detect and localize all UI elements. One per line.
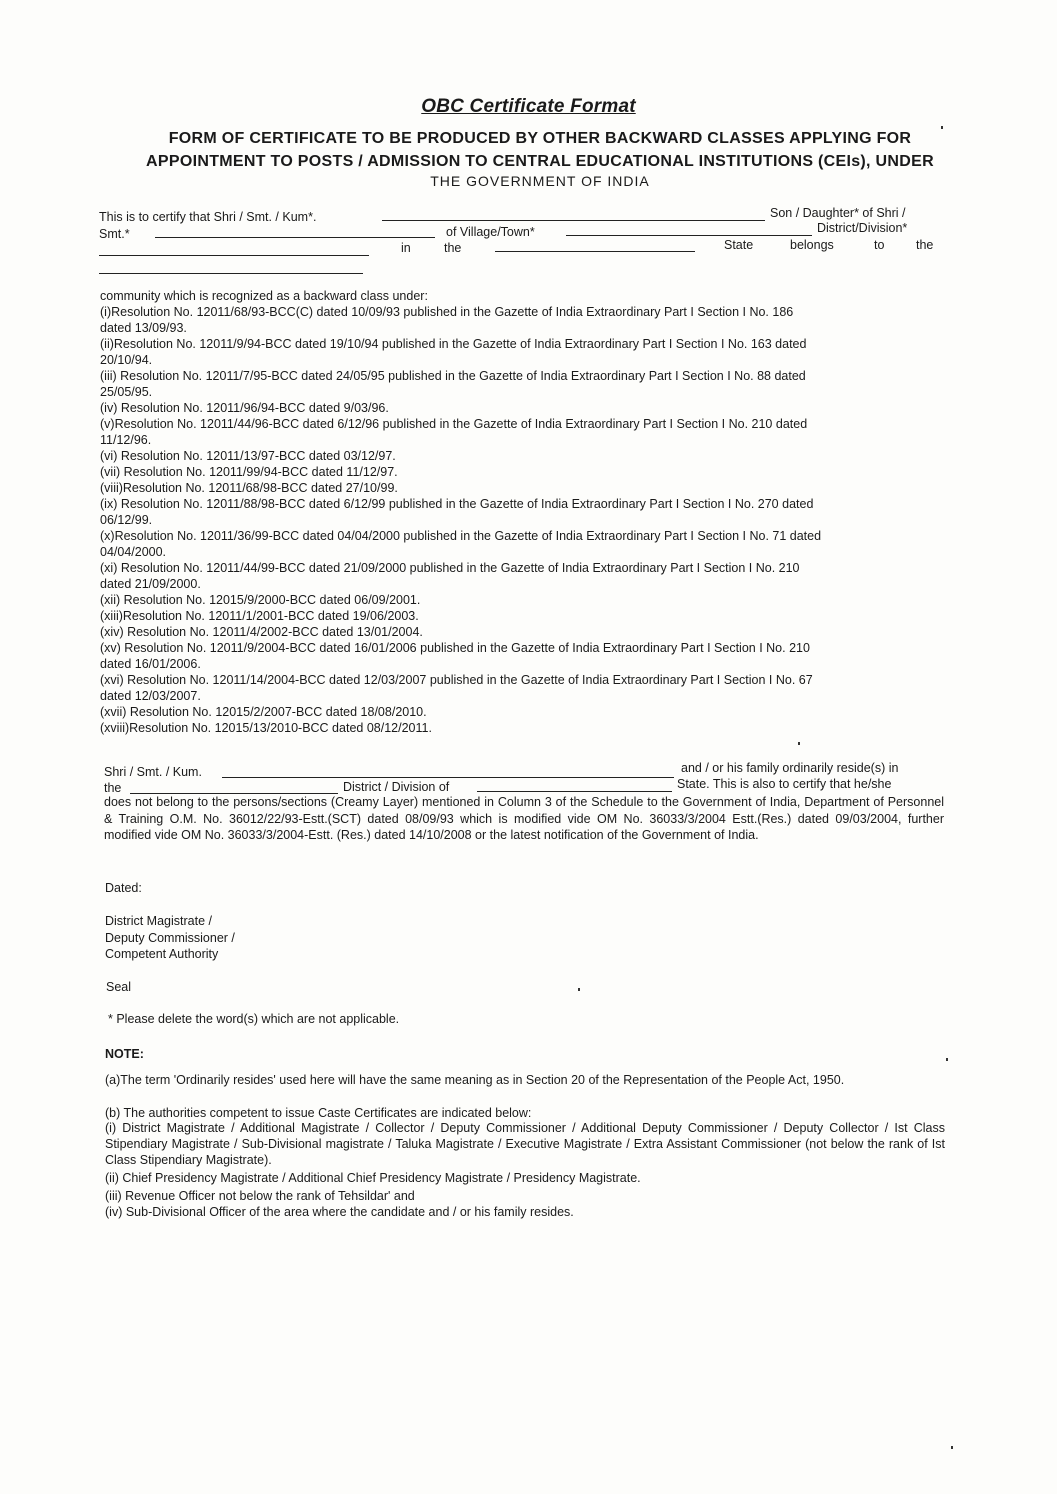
resident-district-blank-field[interactable]: [130, 783, 338, 794]
list-item: 06/12/99.: [100, 513, 153, 527]
list-item: (viii)Resolution No. 12011/68/98-BCC dated 27/10/99.: [100, 481, 398, 495]
certify-line3-the: the: [444, 241, 462, 255]
document-heading: [110, 127, 970, 189]
list-item: (ix) Resolution No. 12011/88/98-BCC dated 6/12/99 published in the Gazette of India Extraordinary Part I Section I No. 270 dated: [100, 497, 814, 511]
certify-line3-to: to: [874, 238, 885, 252]
note-heading: NOTE:: [105, 1047, 144, 1061]
note-a: (a)The term 'Ordinarily resides' used here will have the same meaning as in Section 20 of the Representation of the People Act, 1950.: [105, 1073, 845, 1087]
list-item: (xvii) Resolution No. 12015/2/2007-BCC dated 18/08/2010.: [100, 705, 427, 719]
list-item: 04/04/2000.: [100, 545, 167, 559]
district-blank-field[interactable]: [99, 245, 369, 256]
dated-label: Dated:: [105, 881, 142, 895]
list-item: (xv) Resolution No. 12011/9/2004-BCC dated 16/01/2006 published in the Gazette of India Extraordinary Part I Section I No. 210: [100, 641, 810, 655]
list-item: (iv) Resolution No. 12011/96/94-BCC dated 9/03/96.: [100, 401, 389, 415]
state-blank-field[interactable]: [495, 241, 695, 252]
certify-line3-in: in: [401, 241, 411, 255]
note-ii: (ii) Chief Presidency Magistrate / Additional Chief Presidency Magistrate / Presidency Magistrate.: [105, 1171, 641, 1185]
heading-line-3: THE GOVERNMENT OF INDIA: [430, 173, 650, 189]
list-item: (i)Resolution No. 12011/68/93-BCC(C) dated 10/09/93 published in the Gazette of India Extraordinary Part I Section I No. 186: [100, 305, 794, 319]
creamy-layer-paragraph: does not belong to the persons/sections (Creamy Layer) mentioned in Column 3 of the Schedule to the Government of India, Department of Personnel & Training O.M. No. 36012/22/93-Estt.(SCT) dated 08/09/93 which is modified vide OM No. 36033/3/2004 Estt.(Res.) dated 09/03/2004, further modified vide OM No. 36033/3/2004-Estt. (Res.) dated 14/10/2008 or the latest notification of the Government of India.: [104, 795, 944, 842]
list-item: (vi) Resolution No. 12011/13/97-BCC dated 03/12/97.: [100, 449, 396, 463]
list-item: (iii) Resolution No. 12011/7/95-BCC dated 24/05/95 published in the Gazette of India Extraordinary Part I Section I No. 88 dated: [100, 369, 806, 383]
residence-line2-mid: District / Division of: [343, 780, 450, 794]
list-item: (v)Resolution No. 12011/44/96-BCC dated 6/12/96 published in the Gazette of India Extraordinary Part I Section I No. 210 dated: [100, 417, 808, 431]
scan-speck: [951, 1446, 953, 1449]
footnote: * Please delete the word(s) which are not applicable.: [108, 1012, 400, 1026]
list-item: (xiii)Resolution No. 12011/1/2001-BCC dated 19/06/2003.: [100, 609, 419, 623]
heading-line-2: APPOINTMENT TO POSTS / ADMISSION TO CENTRAL EDUCATIONAL INSTITUTIONS (CEIs), UNDER: [146, 153, 934, 170]
list-item: dated 12/03/2007.: [100, 689, 201, 703]
scan-speck: [946, 1058, 948, 1061]
certify-line2-start: Smt.*: [99, 227, 130, 241]
note-b: (b) The authorities competent to issue Caste Certificates are indicated below:: [105, 1106, 532, 1120]
scan-speck: [941, 126, 943, 129]
list-item: (xiv) Resolution No. 12011/4/2002-BCC dated 13/01/2004.: [100, 625, 423, 639]
list-item: 11/12/96.: [100, 433, 152, 447]
list-item: (xi) Resolution No. 12011/44/99-BCC dated 21/09/2000 published in the Gazette of India Extraordinary Part I Section I No. 210: [100, 561, 800, 575]
authority-line-2: Deputy Commissioner /: [105, 931, 235, 945]
document-title: OBC Certificate Format: [421, 96, 636, 117]
parent-name-blank-field[interactable]: [155, 227, 435, 238]
certify-line2-mid: of Village/Town*: [446, 225, 535, 239]
residence-line2-start: the: [104, 781, 122, 795]
seal-label: Seal: [106, 980, 132, 994]
authority-line-3: Competent Authority: [105, 947, 219, 961]
certify-line3-the2: the: [916, 238, 934, 252]
residence-line2-end: State. This is also to certify that he/she: [677, 777, 892, 791]
community-blank-field[interactable]: [99, 263, 363, 274]
list-item: (xii) Resolution No. 12015/9/2000-BCC dated 06/09/2001.: [100, 593, 421, 607]
name-blank-field[interactable]: [382, 210, 765, 221]
list-item: dated 21/09/2000.: [100, 577, 201, 591]
resolutions-list: [100, 288, 945, 736]
list-item: (xviii)Resolution No. 12015/13/2010-BCC dated 08/12/2011.: [100, 721, 432, 735]
list-item: dated 16/01/2006.: [100, 657, 201, 671]
certify-line2-end: District/Division*: [817, 221, 908, 235]
village-blank-field[interactable]: [566, 225, 812, 236]
list-item: (ii)Resolution No. 12011/9/94-BCC dated 19/10/94 published in the Gazette of India Extraordinary Part I Section I No. 163 dated: [100, 337, 807, 351]
scan-speck: [578, 988, 580, 991]
list-item: (vii) Resolution No. 12011/99/94-BCC dated 11/12/97.: [100, 465, 398, 479]
list-item: (xvi) Resolution No. 12011/14/2004-BCC dated 12/03/2007 published in the Gazette of India Extraordinary Part I Section I No. 67: [100, 673, 813, 687]
list-item: dated 13/09/93.: [100, 321, 187, 335]
list-item: 25/05/95.: [100, 385, 153, 399]
resident-state-blank-field[interactable]: [477, 781, 672, 792]
note-iii: (iii) Revenue Officer not below the rank of Tehsildar' and: [105, 1189, 415, 1203]
certify-line3-belongs: belongs: [790, 238, 834, 252]
list-item: 20/10/94.: [100, 353, 153, 367]
authority-line-1: District Magistrate /: [105, 914, 212, 928]
scan-speck: [798, 742, 800, 745]
note-i: (i) District Magistrate / Additional Magistrate / Collector / Deputy Commissioner / Additional Deputy Commissioner / Deputy Collector / Ist Class Stipendiary Magistrate / Sub-Divisional magistrate / Taluka Magistrate / Executive Magistrate / Extra Assistant Commissioner (not below the rank of Ist Class Stipendiary Magistrate).: [105, 1121, 945, 1167]
resident-name-blank-field[interactable]: [222, 767, 674, 778]
residence-line1-end: and / or his family ordinarily reside(s) in: [681, 761, 899, 775]
heading-line-1: FORM OF CERTIFICATE TO BE PRODUCED BY OTHER BACKWARD CLASSES APPLYING FOR: [168, 130, 912, 147]
certify-line3-state: State: [724, 238, 754, 252]
residence-line1-start: Shri / Smt. / Kum.: [104, 765, 202, 779]
certify-line1-end: Son / Daughter* of Shri /: [770, 206, 906, 220]
resolutions-intro: community which is recognized as a backward class under:: [100, 289, 428, 303]
note-iv: (iv) Sub-Divisional Officer of the area where the candidate and / or his family resides.: [105, 1205, 574, 1219]
certify-line1-start: This is to certify that Shri / Smt. / Kum*.: [99, 210, 317, 224]
list-item: (x)Resolution No. 12011/36/99-BCC dated 04/04/2000 published in the Gazette of India Extraordinary Part I Section I No. 71 dated: [100, 529, 822, 543]
